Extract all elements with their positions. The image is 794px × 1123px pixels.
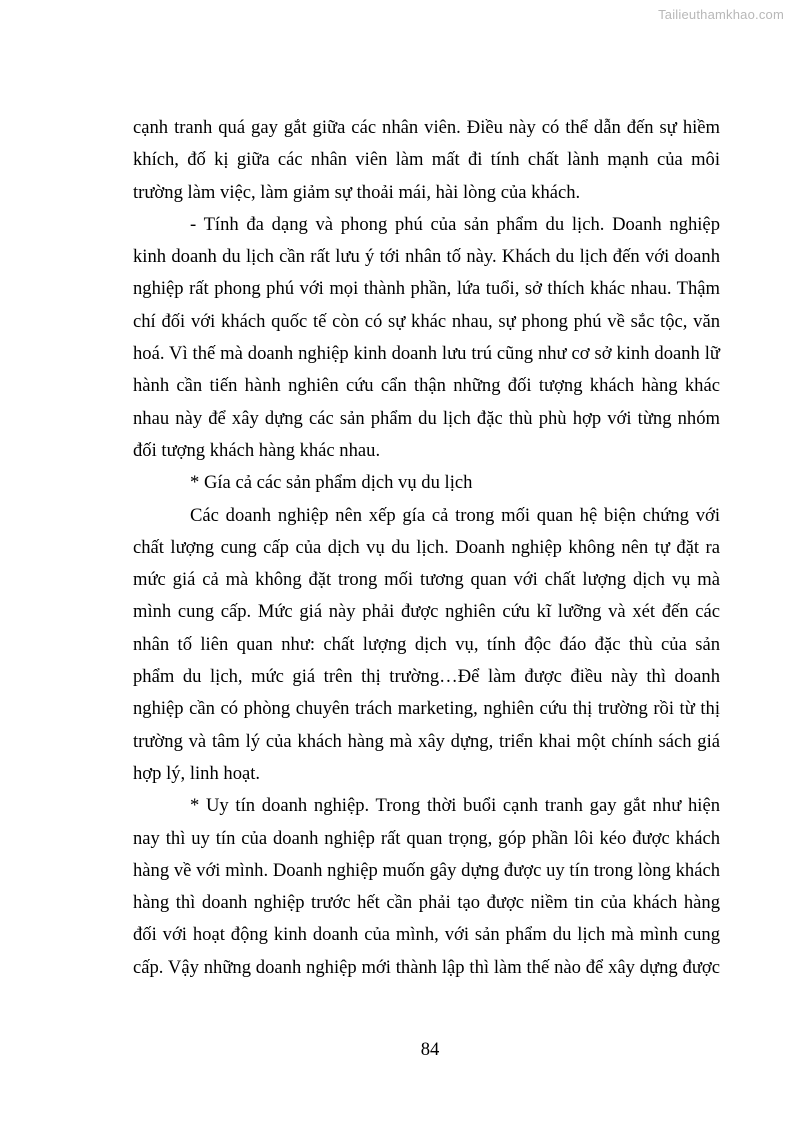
text-line: đối với hoạt động kinh doanh của mình, với sản phẩm du lịch mà mình cung (133, 924, 720, 946)
paragraph-reputation (133, 790, 720, 984)
text-line: hợp lý, linh hoạt. (133, 762, 261, 784)
text-line: hàng về với mình. Doanh nghiệp muốn gây dựng được uy tín trong lòng khách (133, 859, 720, 881)
text-line: nghiệp cần có phòng chuyên trách marketing, nghiên cứu thị trường rồi từ thị (133, 698, 720, 720)
text-line: nhau này để xây dựng các sản phẩm du lịch đặc thù phù hợp với từng nhóm (133, 407, 720, 429)
heading-line: * Gía cả các sản phẩm dịch vụ du lịch (190, 472, 473, 494)
text-line: trường và tâm lý của khách hàng mà xây dựng, triển khai một chính sách giá (133, 730, 720, 752)
watermark: Tailieuthamkhao.com (658, 7, 784, 22)
text-line: * Uy tín doanh nghiệp. Trong thời buổi cạnh tranh gay gắt như hiện (190, 795, 720, 817)
text-line: đối tượng khách hàng khác nhau. (133, 439, 381, 461)
text-line: Các doanh nghiệp nên xếp gía cả trong mối quan hệ biện chứng với (190, 504, 720, 526)
text-line: chất lượng cung cấp của dịch vụ du lịch. Doanh nghiệp không nên tự đặt ra (133, 536, 720, 558)
text-line: trường làm việc, làm giảm sự thoải mái, hài lòng của khách. (133, 181, 581, 203)
text-line: nhân tố liên quan như: chất lượng dịch vụ, tính độc đáo đặc thù của sản (133, 633, 720, 655)
text-line: phẩm du lịch, mức giá trên thị trường…Để làm được điều này thì doanh (133, 666, 720, 688)
text-line: nay thì uy tín của doanh nghiệp rất quan trọng, góp phần lôi kéo được khách (133, 827, 720, 849)
section-heading-price (133, 467, 720, 499)
text-line: kinh doanh du lịch cần rất lưu ý tới nhân tố này. Khách du lịch đến với doanh (133, 246, 720, 268)
paragraph-diversity (133, 209, 720, 467)
paragraph-continuation (133, 112, 720, 209)
text-line: mức giá cả mà không đặt trong mối tương quan với chất lượng dịch vụ mà (133, 569, 720, 591)
paragraph-price (133, 500, 720, 791)
text-line: - Tính đa dạng và phong phú của sản phẩm du lịch. Doanh nghiệp (190, 213, 720, 235)
text-line: cấp. Vậy những doanh nghiệp mới thành lập thì làm thế nào để xây dựng được (133, 956, 720, 978)
text-line: chí đối với khách quốc tế còn có sự khác nhau, sự phong phú về sắc tộc, văn (133, 310, 720, 332)
page-body (133, 112, 720, 984)
text-line: hàng thì doanh nghiệp trước hết cần phải tạo được niềm tin của khách hàng (133, 892, 720, 914)
text-line: hành cần tiến hành nghiên cứu cẩn thận những đối tượng khách hàng khác (133, 375, 720, 397)
text-line: mình cung cấp. Mức giá này phải được nghiên cứu kĩ lưỡng và xét đến các (133, 601, 720, 623)
text-line: nghiệp rất phong phú với mọi thành phần, lứa tuổi, sở thích khác nhau. Thậm (133, 278, 720, 300)
page-number: 84 (420, 1039, 440, 1060)
text-line: khích, đố kị giữa các nhân viên làm mất đi tính chất lành mạnh của môi (133, 149, 720, 171)
text-line: hoá. Vì thế mà doanh nghiệp kinh doanh lưu trú cũng như cơ sở kinh doanh lữ (133, 343, 720, 365)
text-line: cạnh tranh quá gay gắt giữa các nhân viên. Điều này có thể dẫn đến sự hiềm (133, 117, 720, 138)
